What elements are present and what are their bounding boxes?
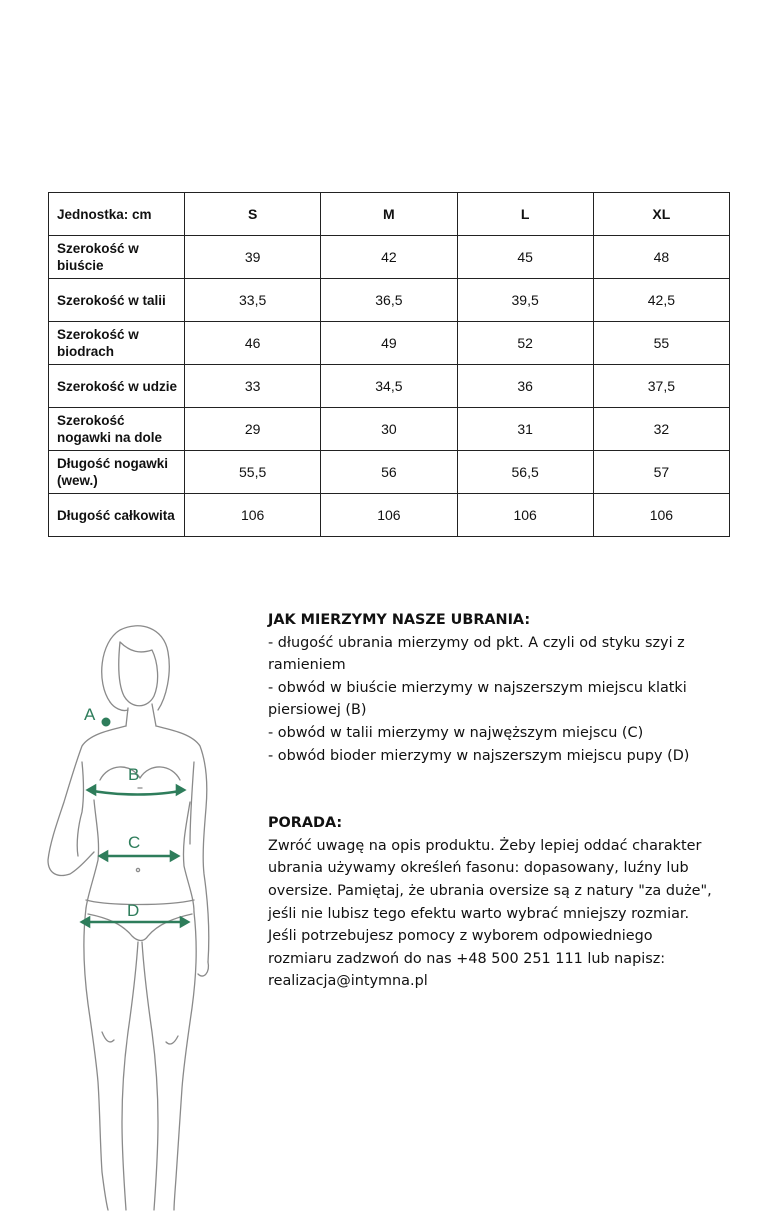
cell-size-l: 106 (457, 494, 593, 537)
cell-size-xl: 106 (593, 494, 729, 537)
cell-size-s: 33 (185, 365, 321, 408)
body-measurement-figure (18, 612, 228, 1212)
size-table-row (49, 451, 730, 494)
measure-line: ramieniem (268, 657, 346, 674)
header-size-l: L (457, 193, 593, 236)
measure-line: - obwód w biuście mierzymy w najszerszym miejscu klatki (268, 679, 687, 696)
cell-size-l: 31 (457, 408, 593, 451)
cell-size-s: 29 (185, 408, 321, 451)
measure-line: - obwód w talii mierzymy w najwęższym miejscu (C) (268, 724, 644, 741)
cell-size-m: 34,5 (321, 365, 457, 408)
cell-size-xl: 55 (593, 322, 729, 365)
measure-line: - obwód bioder mierzymy w najszerszym miejscu pupy (D) (268, 747, 690, 764)
row-label: Szerokość nogawki na dole (49, 408, 185, 451)
header-size-xl: XL (593, 193, 729, 236)
tip-line: Zwróć uwagę na opis produktu. Żeby lepiej oddać charakter (268, 837, 702, 854)
tip-line: jeśli nie lubisz tego efektu warto wybrać mniejszy rozmiar. (268, 905, 690, 922)
size-table-row (49, 494, 730, 537)
header-size-m: M (321, 193, 457, 236)
measure-line: piersiowej (B) (268, 702, 367, 719)
cell-size-m: 56 (321, 451, 457, 494)
cell-size-l: 36 (457, 365, 593, 408)
cell-size-s: 55,5 (185, 451, 321, 494)
cell-size-m: 106 (321, 494, 457, 537)
cell-size-xl: 57 (593, 451, 729, 494)
measurement-info (268, 609, 758, 993)
cell-size-m: 42 (321, 236, 457, 279)
size-table-row (49, 236, 730, 279)
cell-size-l: 52 (457, 322, 593, 365)
cell-size-xl: 37,5 (593, 365, 729, 408)
cell-size-s: 46 (185, 322, 321, 365)
header-size-s: S (185, 193, 321, 236)
row-label: Szerokość w biodrach (49, 322, 185, 365)
cell-size-s: 33,5 (185, 279, 321, 322)
size-table-body (49, 193, 730, 537)
cell-size-l: 45 (457, 236, 593, 279)
measure-heading: JAK MIERZYMY NASZE UBRANIA: (268, 612, 531, 628)
size-table-row (49, 408, 730, 451)
tip-line: rozmiaru zadzwoń do nas +48 500 251 111 lub napisz: (268, 950, 666, 967)
measure-line: - długość ubrania mierzymy od pkt. A czyli od styku szyi z (268, 634, 685, 651)
woman-outline-illustration (18, 612, 228, 1212)
cell-size-xl: 32 (593, 408, 729, 451)
cell-size-xl: 42,5 (593, 279, 729, 322)
cell-size-xl: 48 (593, 236, 729, 279)
cell-size-m: 36,5 (321, 279, 457, 322)
tip-heading: PORADA: (268, 815, 343, 832)
cell-size-l: 56,5 (457, 451, 593, 494)
cell-size-m: 30 (321, 408, 457, 451)
size-table-header-row (49, 193, 730, 236)
tip-line: Jeśli potrzebujesz pomocy z wyborem odpowiedniego (268, 928, 653, 945)
row-label: Długość całkowita (49, 494, 185, 537)
hips-d-label: D (127, 901, 140, 920)
cell-size-m: 49 (321, 322, 457, 365)
header-unit: Jednostka: cm (49, 193, 185, 236)
row-label: Szerokość w biuście (49, 236, 185, 279)
row-label: Szerokość w udzie (49, 365, 185, 408)
row-label: Szerokość w talii (49, 279, 185, 322)
tip-line: realizacja@intymna.pl (268, 973, 428, 990)
tip-line: ubrania używamy określeń fasonu: dopasowany, luźny lub (268, 860, 689, 877)
row-label: Długość nogawki (wew.) (49, 451, 185, 494)
cell-size-l: 39,5 (457, 279, 593, 322)
cell-size-s: 106 (185, 494, 321, 537)
tip-line: oversize. Pamiętaj, że ubrania oversize są z natury "za duże", (268, 882, 712, 899)
size-table-row (49, 279, 730, 322)
cell-size-s: 39 (185, 236, 321, 279)
size-table-row (49, 322, 730, 365)
section-spacer (268, 767, 758, 812)
size-table (48, 192, 730, 537)
waist-c-label: C (128, 833, 141, 852)
point-a-label: A (84, 705, 96, 724)
size-table-row (49, 365, 730, 408)
bust-b-label: B (128, 765, 140, 784)
